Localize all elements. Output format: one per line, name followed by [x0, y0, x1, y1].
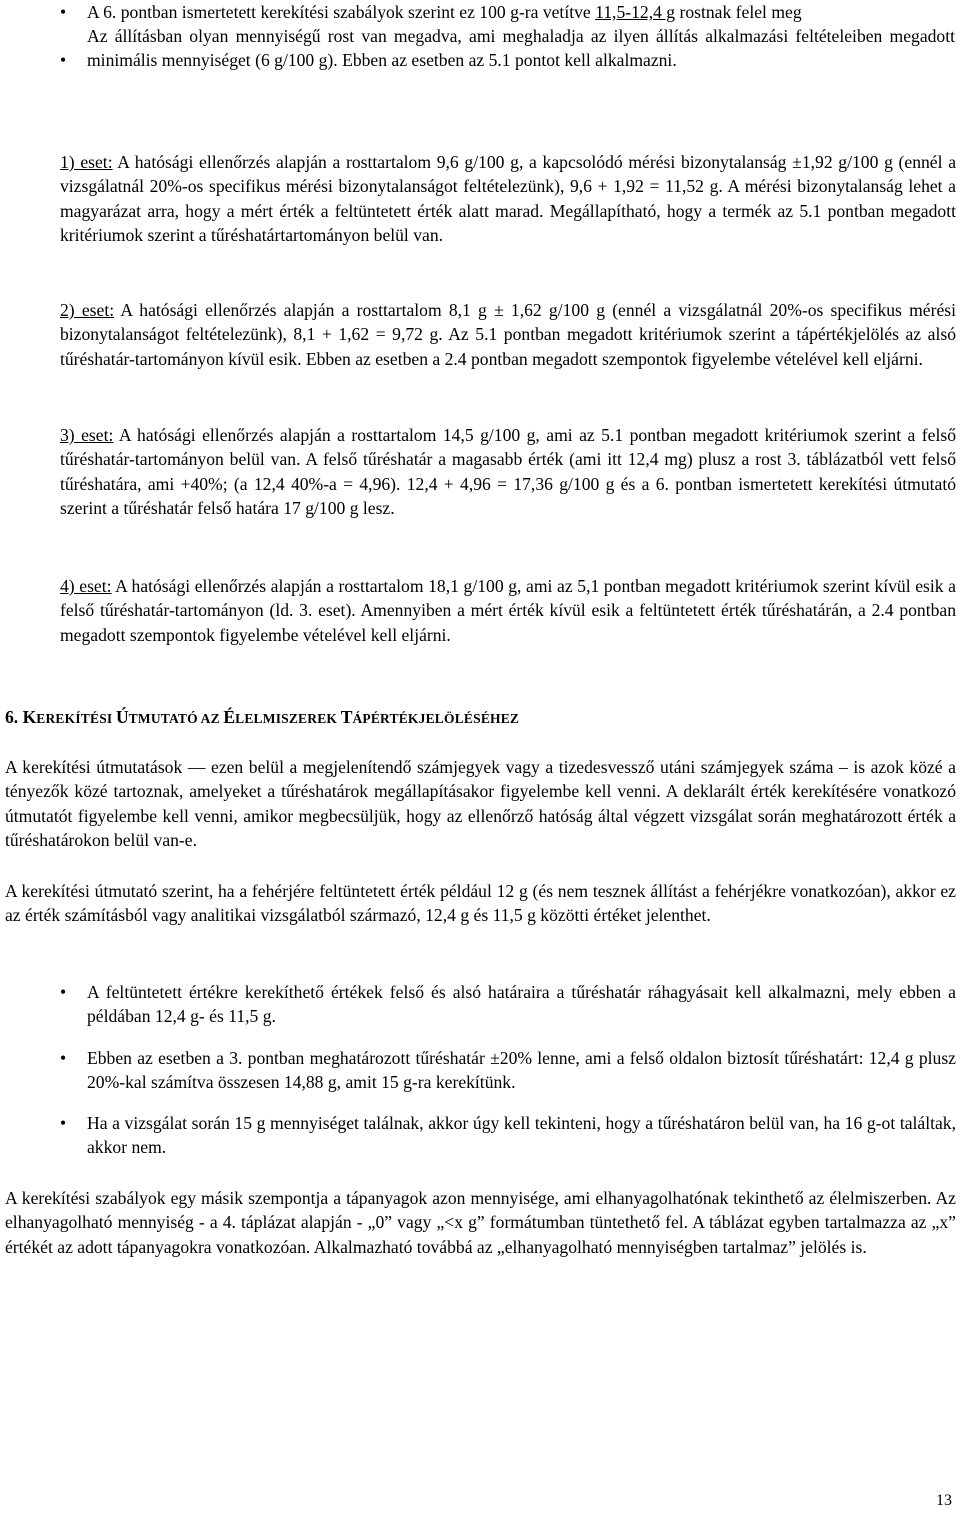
top-bullet-1: A 6. pontban ismertetett kerekítési szabályok szerint ez 100 g-ra vetítve 11,5-12,4 g rostnak felel meg — [87, 2, 802, 22]
bullet-glyph: • — [60, 982, 67, 1002]
page-number: 13 — [936, 1492, 952, 1509]
case-label: 4) eset: — [60, 576, 112, 596]
section-heading: 6. KEREKÍTÉSI ÚTMUTATÓ AZ ÉLELMISZEREK TÁPÉRTÉKJELÖLÉSÉHEZ — [5, 707, 520, 727]
case-label: 3) eset: — [60, 425, 114, 445]
paragraph-negligible-amounts: A kerekítési szabályok egy másik szempontja a tápanyagok azon mennyisége, ami elhanyagolhatónak tekinthető az élelmiszerben. Az elhanyagolható mennyiség - a 4. táplázat alapján - „0” vagy „<x g” formátumban tüntethető fel. A táblázat egyben tartalmazza az „x” értékét az adott tápanyagokra vonatkozóan. Alkalmazható továbbá az „elhanyagolható mennyiségben tartalmaz” jelölés is. — [5, 1188, 956, 1257]
case-1: 1) eset: A hatósági ellenőrzés alapján a rosttartalom 9,6 g/100 g, a kapcsolódó mérési bizonytalanság ±1,92 g/100 g (ennél a vizsgálatnál 20%-os specifikus mérési bizonytalanságot feltételezünk), 9,6 + 1,92 = 11,52 g. A mérési bizonytalanság lehet a magyarázat arra, hogy a mért érték a feltüntetett érték alatt marad. Megállapítható, hogy a termék az 5.1 pontban megadott kritériumok szerint a tűréshatártartományon belül van. — [60, 152, 957, 245]
mid-bullet-1: A feltüntetett értékre kerekíthető értékek felső és alsó határaira a tűréshatár ráhagyásait kell alkalmazni, mely ebben a példában 12,4 g- és 11,5 g. — [87, 982, 956, 1027]
paragraph-rounding-guidance: A kerekítési útmutatások — ezen belül a megjelenítendő számjegyek vagy a tizedesvessző utáni számjegyek száma – is azok közé a tényezők közé tartoznak, amelyeket a tűréshatárok megállapításakor figyelembe kell venni. A deklarált érték kerekítésére vonatkozó útmutatót figyelembe kell venni, amikor megbecsüljük, hogy az ellenőrző hatóság által végzett vizsgálat során meghatározott érték a tűréshatárokon belül van-e. — [5, 757, 956, 850]
case-3: 3) eset: A hatósági ellenőrzés alapján a rosttartalom 14,5 g/100 g, ami az 5.1 pontban megadott kritériumok szerint a felső tűréshatár-tartományon belül van. A felső tűréshatár a magasabb érték (ami itt 12,4 mg) plusz a rost 3. táblázatból vett felső tűréshatára, ami +40%; (a 12,4 40%-a = 4,96). 12,4 + 4,96 = 17,36 g/100 g és a 6. pontban ismertetett kerekítési útmutató szerint a tűréshatár felső határa 17 g/100 g lesz. — [60, 425, 957, 518]
mid-bullet-3: Ha a vizsgálat során 15 g mennyiséget találnak, akkor úgy kell tekinteni, hogy a tűréshatáron belül van, ha 16 g-ot találtak, akkor nem. — [87, 1113, 956, 1158]
bullet-glyph: • — [60, 1113, 67, 1133]
case-2: 2) eset: A hatósági ellenőrzés alapján a rosttartalom 8,1 g ± 1,62 g/100 g (ennél a vizsgálatnál 20%-os specifikus mérési bizonytalanságot feltételezünk), 8,1 + 1,62 = 9,72 g. Az 5.1 pontban megadott kritériumok szerint a tápértékjelölés az alsó tűréshatár-tartományon kívül esik. Ebben az esetben a 2.4 pontban megadott szempontok figyelembe vételével kell eljárni. — [60, 300, 956, 369]
paragraph-rounding-example: A kerekítési útmutató szerint, ha a fehérjére feltüntetett érték például 12 g (és nem tesznek állítást a fehérjékre vonatkozóan), akkor ez az érték számításból vagy analitikai vizsgálatból származó, 12,4 g és 11,5 g közötti értéket jelenthet. — [5, 881, 956, 926]
case-label: 1) eset: — [60, 152, 113, 172]
mid-bullet-2: Ebben az esetben a 3. pontban meghatározott tűréshatár ±20% lenne, ami a felső oldalon biztosít tűréshatárt: 12,4 g plusz 20%-kal számítva összesen 14,88 g, amit 15 g-ra kerekítünk. — [87, 1048, 956, 1093]
case-label: 2) eset: — [60, 300, 115, 320]
top-bullet-2: Az állításban olyan mennyiségű rost van megadva, ami meghaladja az ilyen állítás alkalmazási feltételeiben megadott minimális mennyiséget (6 g/100 g). Ebben az esetben az 5.1 pontot kell alkalmazni. — [87, 26, 955, 71]
bullet-glyph: • — [60, 50, 67, 70]
rost-range: 11,5-12,4 g — [595, 2, 676, 22]
bullet-glyph: • — [60, 1048, 67, 1068]
bullet-glyph: • — [60, 2, 67, 22]
case-4: 4) eset: A hatósági ellenőrzés alapján a rosttartalom 18,1 g/100 g, ami az 5,1 pontban megadott kritériumok szerint kívül esik a felső tűréshatár-tartományon (ld. 3. eset). Amennyiben a mért érték kívül esik a feltüntetett érték tűréshatárán, a 2.4 pontban megadott szempontok figyelembe vételével kell eljárni. — [60, 576, 956, 645]
